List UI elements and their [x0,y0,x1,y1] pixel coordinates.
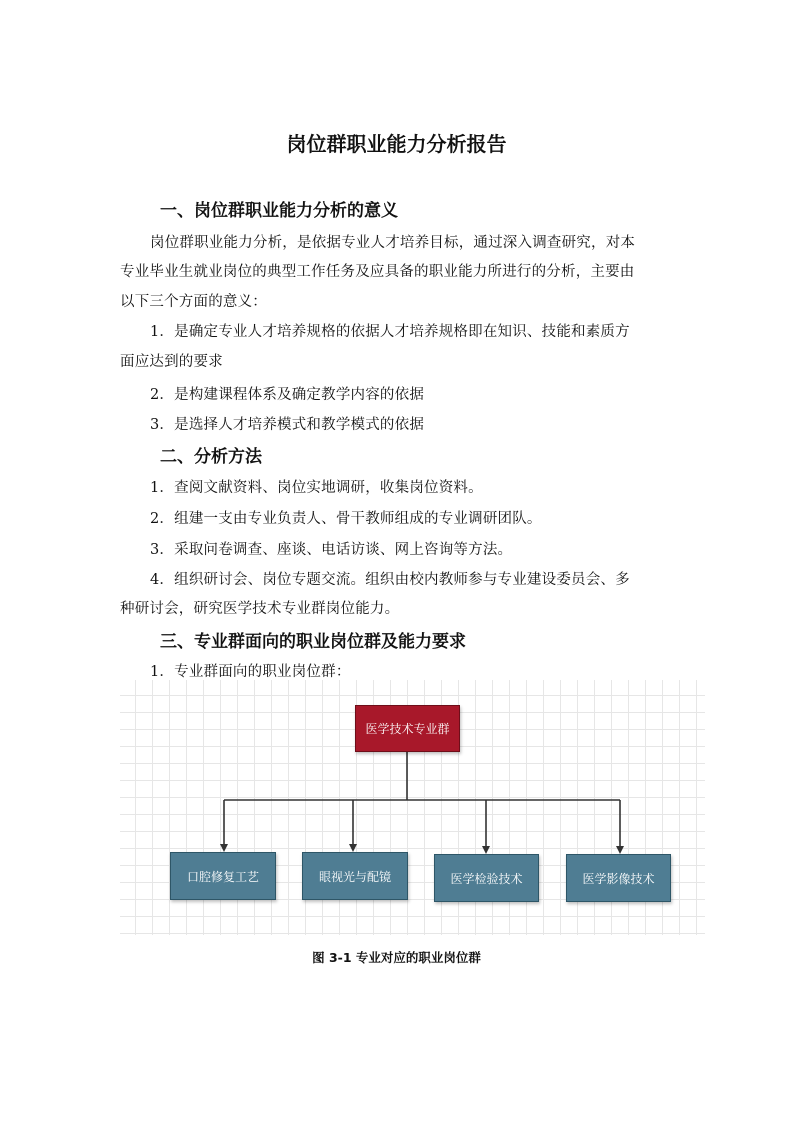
list-item: 3．是选择人才培养模式和教学模式的依据 [150,417,425,433]
list-item-continuation: 种研讨会，研究医学技术专业群岗位能力。 [120,601,400,617]
list-item: 2．组建一支由专业负责人、骨干教师组成的专业调研团队。 [150,511,542,527]
paragraph-line: 以下三个方面的意义： [120,294,267,310]
list-item: 1．是确定专业人才培养规格的依据人才培养规格即在知识、技能和素质方 [150,324,630,340]
list-item: 2．是构建课程体系及确定教学内容的依据 [150,387,425,403]
list-item: 4．组织研讨会、岗位专题交流。组织由校内教师参与专业建设委员会、多 [150,572,630,588]
paragraph-line: 岗位群职业能力分析，是依据专业人才培养目标，通过深入调查研究，对本 [150,235,636,251]
root-node: 医学技术专业群 [355,705,460,752]
child-node-4: 医学影像技术 [566,854,671,902]
org-chart-diagram [120,680,705,935]
section-heading-1: 一、岗位群职业能力分析的意义 [160,201,398,221]
section-heading-2: 二、分析方法 [160,447,262,467]
list-item-continuation: 面应达到的要求 [120,354,223,370]
section-heading-3: 三、专业群面向的职业岗位群及能力要求 [160,632,466,652]
list-item: 1．查阅文献资料、岗位实地调研，收集岗位资料。 [150,480,483,496]
list-item: 3．采取问卷调查、座谈、电话访谈、网上咨询等方法。 [150,542,513,558]
child-node-2: 眼视光与配镜 [302,852,408,900]
paragraph-line: 专业毕业生就业岗位的典型工作任务及应具备的职业能力所进行的分析，主要由 [120,264,635,280]
child-node-1: 口腔修复工艺 [170,852,276,900]
child-node-3: 医学检验技术 [434,854,539,902]
document-title: 岗位群职业能力分析报告 [286,132,507,156]
list-item: 1．专业群面向的职业岗位群： [150,664,351,680]
figure-caption: 图 3-1 专业对应的职业岗位群 [312,950,481,965]
